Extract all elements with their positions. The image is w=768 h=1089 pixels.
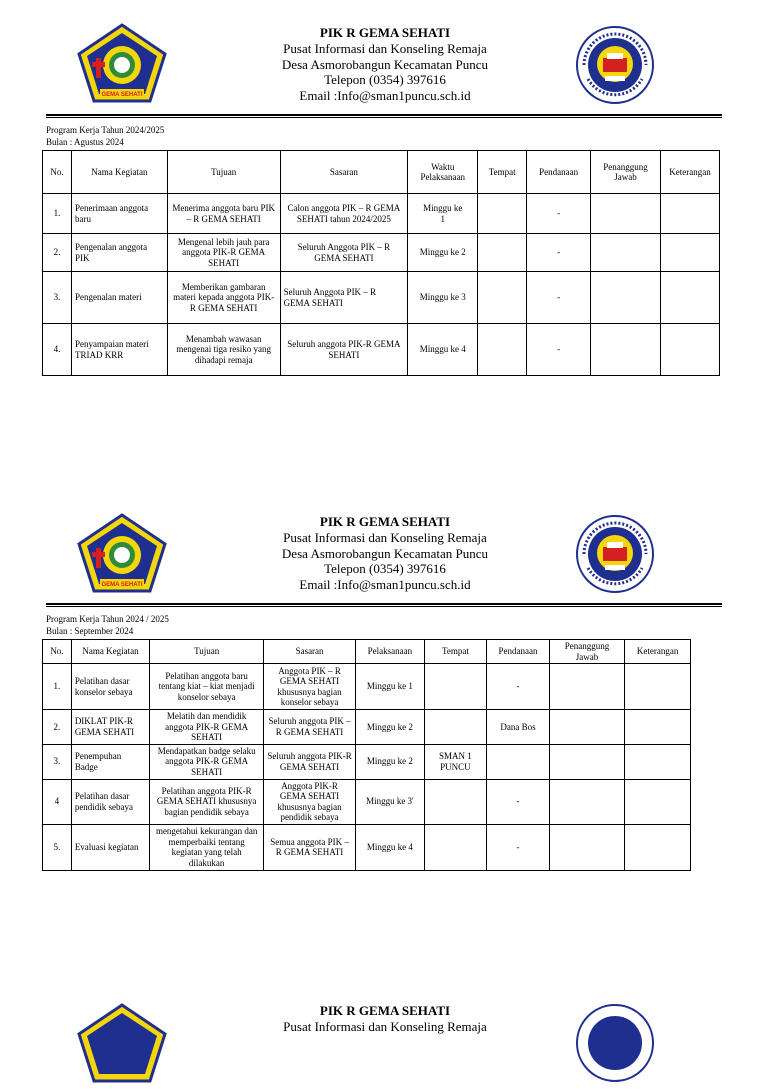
table-row — [43, 272, 720, 324]
school-seal-right — [574, 1002, 656, 1084]
program-meta — [46, 124, 164, 148]
cell-target: Seluruh anggota PIK-R GEMA SEHATI — [280, 324, 408, 376]
cell-time: Minggu ke 3 — [408, 272, 478, 324]
cell-target: Anggota PIK – R GEMA SEHATI khususnya bagian konselor sebaya — [264, 664, 356, 710]
cell-activity: Penyampaian materi TRIAD KRR — [71, 324, 167, 376]
col-header: Sasaran — [264, 640, 356, 664]
org-title: PIK R GEMA SEHATI — [319, 25, 451, 40]
cell-place — [478, 194, 527, 234]
cell-time: Minggu ke 1 — [356, 664, 425, 710]
table-row — [43, 664, 691, 710]
cell-no: 3. — [43, 744, 72, 779]
table-row — [43, 234, 720, 272]
program-table-august — [42, 150, 720, 376]
cell-place: SMAN 1 PUNCU — [424, 744, 486, 779]
cell-goal: Menambah wawasan mengenai tiga resiko yang dihadapi remaja — [167, 324, 280, 376]
cell-notes — [625, 710, 691, 745]
col-header: No. — [43, 640, 72, 664]
cell-activity: DIKLAT PIK-R GEMA SEHATI — [71, 710, 149, 745]
table-row — [43, 710, 691, 745]
cell-funding: - — [487, 664, 550, 710]
cell-activity: Evaluasi kegiatan — [71, 824, 149, 870]
cell-funding: - — [487, 779, 550, 824]
table-row — [43, 194, 720, 234]
cell-target: Seluruh Anggota PIK – R GEMA SEHATI — [280, 234, 408, 272]
cell-goal: Pelatihan anggota PIK-R GEMA SEHATI khususnya bagian pendidik sebaya — [150, 779, 264, 824]
cell-goal: Mendapatkan badge selaku anggota PIK-R GEMA SEHATI — [150, 744, 264, 779]
svg-text:GEMA SEHATI: GEMA SEHATI — [101, 582, 143, 588]
org-phone: Telepon (0354) 397616 — [324, 561, 446, 576]
cell-activity: Penempuhan Badge — [71, 744, 149, 779]
program-month: Bulan : September 2024 — [46, 626, 134, 636]
cell-place — [424, 710, 486, 745]
program-month: Bulan : Agustus 2024 — [46, 137, 124, 147]
cell-activity: Pelatihan dasar konselor sebaya — [71, 664, 149, 710]
cell-place — [478, 324, 527, 376]
table-row — [43, 324, 720, 376]
cell-pic — [549, 824, 624, 870]
org-title: PIK R GEMA SEHATI — [319, 1003, 451, 1018]
cell-no: 2. — [43, 234, 72, 272]
cell-funding: - — [527, 324, 591, 376]
cell-pic — [549, 744, 624, 779]
cell-activity: Pelatihan dasar pendidik sebaya — [71, 779, 149, 824]
cell-funding: - — [527, 194, 591, 234]
cell-pic — [549, 664, 624, 710]
program-meta — [46, 613, 169, 637]
col-header: Penanggung Jawab — [549, 640, 624, 664]
cell-goal: Menerima anggota baru PIK – R GEMA SEHATI — [167, 194, 280, 234]
col-header: Pendanaan — [527, 151, 591, 194]
cell-time: Minggu ke 1 — [408, 194, 478, 234]
pik-r-logo-left — [76, 1002, 168, 1084]
org-line1: Pusat Informasi dan Konseling Remaja — [283, 530, 487, 545]
org-title: PIK R GEMA SEHATI — [319, 514, 451, 529]
col-header: Tujuan — [150, 640, 264, 664]
cell-target: Calon anggota PIK – R GEMA SEHATI tahun 2024/2025 — [280, 194, 408, 234]
cell-time: Minggu ke 2 — [356, 710, 425, 745]
cell-time: Minggu ke 3' — [356, 779, 425, 824]
cell-funding — [487, 744, 550, 779]
cell-time: Minggu ke 4 — [408, 324, 478, 376]
program-year: Program Kerja Tahun 2024 / 2025 — [46, 614, 169, 624]
cell-funding: - — [527, 234, 591, 272]
cell-target: Seluruh anggota PIK-R GEMA SEHATI — [264, 744, 356, 779]
col-header: Nama Kegiatan — [71, 640, 149, 664]
cell-time: Minggu ke 2 — [408, 234, 478, 272]
pik-r-logo-left — [76, 22, 168, 104]
cell-target: Seluruh anggota PIK – R GEMA SEHATI — [264, 710, 356, 745]
col-header: Keterangan — [625, 640, 691, 664]
col-header: Pendanaan — [487, 640, 550, 664]
cell-notes — [625, 664, 691, 710]
col-header: Tempat — [424, 640, 486, 664]
cell-place — [424, 779, 486, 824]
cell-no: 4. — [43, 324, 72, 376]
col-header: Waktu Pelaksanaan — [408, 151, 478, 194]
cell-pic — [591, 324, 661, 376]
header-divider-thin — [46, 117, 722, 118]
cell-activity: Pengenalan materi — [71, 272, 167, 324]
org-header — [200, 514, 570, 592]
cell-no: 3. — [43, 272, 72, 324]
table-row — [43, 779, 691, 824]
cell-place — [424, 664, 486, 710]
org-header — [200, 25, 570, 103]
cell-notes — [660, 324, 719, 376]
cell-no: 4 — [43, 779, 72, 824]
col-header: Sasaran — [280, 151, 408, 194]
org-header — [200, 1003, 570, 1035]
table-row — [43, 824, 691, 870]
col-header: Tujuan — [167, 151, 280, 194]
program-year: Program Kerja Tahun 2024/2025 — [46, 125, 165, 135]
cell-goal: Melatih dan mendidik anggota PIK-R GEMA SEHATI — [150, 710, 264, 745]
cell-target: Semua anggota PIK – R GEMA SEHATI — [264, 824, 356, 870]
org-line1: Pusat Informasi dan Konseling Remaja — [283, 41, 487, 56]
org-email: Email :Info@sman1puncu.sch.id — [299, 87, 471, 103]
cell-notes — [625, 744, 691, 779]
cell-notes — [625, 779, 691, 824]
pik-r-logo-left — [76, 512, 168, 594]
cell-place — [478, 234, 527, 272]
cell-activity: Pengenalan anggota PIK — [71, 234, 167, 272]
cell-target: Seluruh Anggota PIK – R GEMA SEHATI — [280, 272, 408, 324]
cell-no: 1. — [43, 664, 72, 710]
org-line2: Desa Asmorobangun Kecamatan Puncu — [281, 545, 489, 561]
cell-place — [424, 824, 486, 870]
col-header: Pelaksanaan — [356, 640, 425, 664]
cell-notes — [660, 234, 719, 272]
org-email: Email :Info@sman1puncu.sch.id — [299, 576, 471, 592]
table-header-row — [43, 640, 691, 664]
header-divider — [46, 603, 722, 605]
org-line1: Pusat Informasi dan Konseling Remaja — [283, 1019, 487, 1034]
header-divider — [46, 114, 722, 116]
cell-place — [478, 272, 527, 324]
cell-goal: Pelatihan anggota baru tentang kiat – kiat menjadi konselor sebaya — [150, 664, 264, 710]
org-line2: Desa Asmorobangun Kecamatan Puncu — [281, 56, 489, 72]
school-seal-right — [574, 513, 656, 595]
cell-no: 2. — [43, 710, 72, 745]
cell-pic — [549, 710, 624, 745]
org-phone: Telepon (0354) 397616 — [324, 72, 446, 87]
col-header: No. — [43, 151, 72, 194]
col-header: Keterangan — [660, 151, 719, 194]
program-table-september — [42, 639, 691, 871]
cell-pic — [591, 234, 661, 272]
school-seal-right — [574, 24, 656, 106]
cell-no: 5. — [43, 824, 72, 870]
cell-pic — [591, 194, 661, 234]
cell-notes — [660, 272, 719, 324]
col-header: Tempat — [478, 151, 527, 194]
cell-activity: Penerimaan anggota baru — [71, 194, 167, 234]
cell-goal: Memberikan gambaran materi kepada anggota PIK-R GEMA SEHATI — [167, 272, 280, 324]
svg-text:GEMA SEHATI: GEMA SEHATI — [101, 92, 143, 98]
cell-pic — [549, 779, 624, 824]
cell-pic — [591, 272, 661, 324]
cell-time: Minggu ke 4 — [356, 824, 425, 870]
table-row — [43, 744, 691, 779]
cell-goal: Mengenal lebih jauh para anggota PIK-R GEMA SEHATI — [167, 234, 280, 272]
cell-funding: - — [527, 272, 591, 324]
table-header-row — [43, 151, 720, 194]
cell-funding: - — [487, 824, 550, 870]
cell-notes — [660, 194, 719, 234]
header-divider-thin — [46, 606, 722, 607]
cell-time: Minggu ke 2 — [356, 744, 425, 779]
cell-funding: Dana Bos — [487, 710, 550, 745]
col-header: Nama Kegiatan — [71, 151, 167, 194]
cell-no: 1. — [43, 194, 72, 234]
cell-goal: mengetahui kekurangan dan memperbaiki tentang kegiatan yang telah dilakukan — [150, 824, 264, 870]
cell-notes — [625, 824, 691, 870]
cell-target: Anggota PIK-R GEMA SEHATI khususnya bagian pendidik sebaya — [264, 779, 356, 824]
col-header: Penanggung Jawab — [591, 151, 661, 194]
